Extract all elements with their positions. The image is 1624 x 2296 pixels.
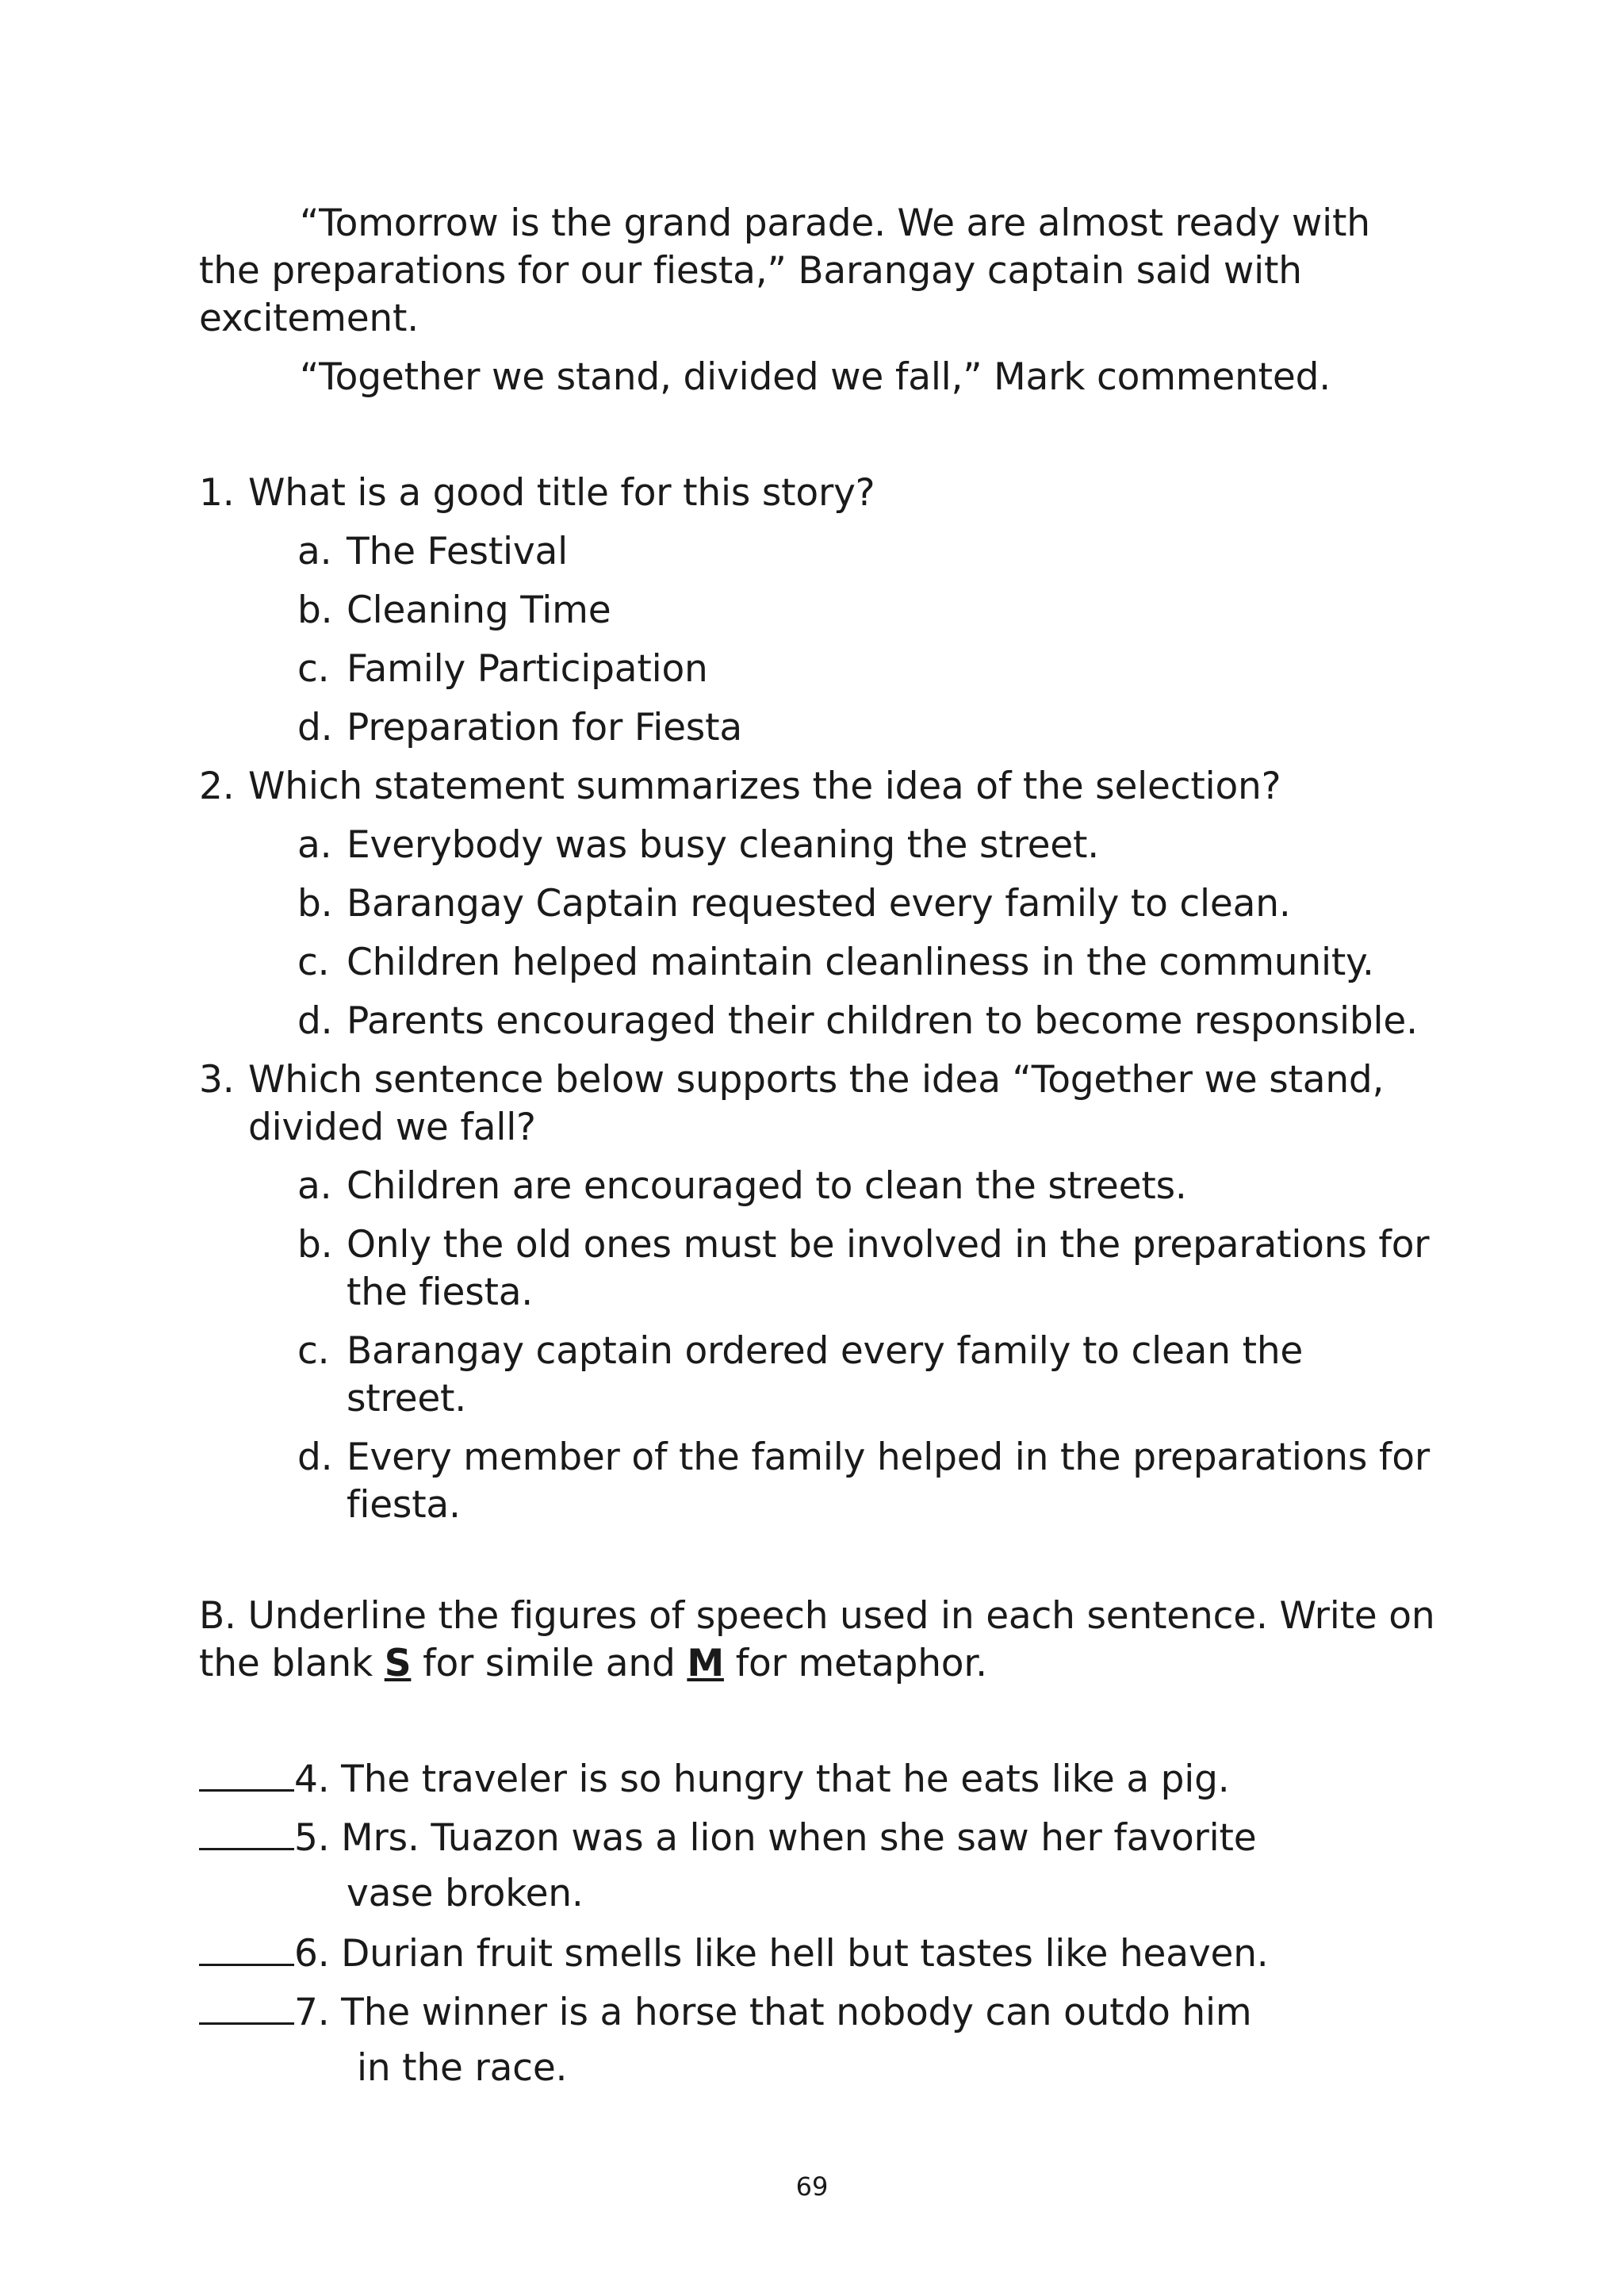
choice-text: Cleaning Time: [347, 588, 611, 632]
section-b-instruction: [199, 1640, 987, 1688]
item-text: vase broken.: [347, 1872, 584, 1915]
choice-letter: c.: [297, 647, 330, 691]
question-number: 2.: [199, 765, 235, 808]
choice-letter: b.: [297, 1223, 333, 1267]
question-text: Which sentence below supports the idea “Together we stand,: [248, 1058, 1385, 1102]
answer-blank[interactable]: [199, 1754, 294, 1792]
choice-letter: d.: [297, 999, 333, 1043]
simile-letter: S: [384, 1642, 412, 1685]
instruction-text: the blank: [199, 1642, 385, 1685]
item-row: [199, 1987, 1251, 2037]
item-text: 6. Durian fruit smells like hell but tastes like heaven.: [294, 1932, 1269, 1976]
choice-letter: a.: [297, 1164, 332, 1208]
story-line: the preparations for our fiesta,” Barangay captain said with: [199, 249, 1302, 293]
choice-letter: a.: [297, 823, 332, 867]
choice-text: Everybody was busy cleaning the street.: [347, 823, 1099, 867]
choice-text: Children are encouraged to clean the streets.: [347, 1164, 1187, 1208]
choice-text: Family Participation: [347, 647, 708, 691]
answer-blank[interactable]: [199, 1813, 294, 1850]
question-text: divided we fall?: [248, 1106, 536, 1149]
item-text: 5. Mrs. Tuazon was a lion when she saw her favorite: [294, 1816, 1257, 1860]
choice-text: Barangay Captain requested every family to clean.: [347, 882, 1291, 926]
item-row: [199, 1813, 1256, 1862]
choice-text: Preparation for Fiesta: [347, 706, 742, 749]
answer-blank[interactable]: [199, 1929, 294, 1966]
question-text: What is a good title for this story?: [248, 471, 875, 515]
choice-letter: b.: [297, 882, 333, 926]
question-number: 3.: [199, 1058, 235, 1102]
answer-blank[interactable]: [199, 1987, 294, 2025]
item-text: 7. The winner is a horse that nobody can outdo him: [294, 1991, 1252, 2034]
choice-text: Parents encouraged their children to become responsible.: [347, 999, 1418, 1043]
question-text: Which statement summarizes the idea of the selection?: [248, 765, 1281, 808]
metaphor-letter: M: [687, 1642, 724, 1685]
choice-letter: c.: [297, 1329, 330, 1373]
item-text: 4. The traveler is so hungry that he eats like a pig.: [294, 1757, 1230, 1801]
choice-letter: b.: [297, 588, 333, 632]
question-number: 1.: [199, 471, 235, 515]
item-text: in the race.: [357, 2046, 568, 2090]
choice-text: Barangay captain ordered every family to clean the: [347, 1329, 1304, 1373]
choice-letter: a.: [297, 530, 332, 573]
choice-letter: c.: [297, 941, 330, 984]
page-number: 69: [795, 2171, 829, 2202]
choice-text: Children helped maintain cleanliness in the community.: [347, 941, 1374, 984]
choice-letter: d.: [297, 706, 333, 749]
choice-text: Only the old ones must be involved in the preparations for: [347, 1223, 1430, 1267]
story-line: excitement.: [199, 297, 419, 340]
choice-text: street.: [347, 1377, 467, 1420]
section-b-instruction: B. Underline the figures of speech used in each sentence. Write on: [199, 1594, 1435, 1638]
item-row: [199, 1929, 1269, 1978]
story-line: “Together we stand, divided we fall,” Mark commented.: [300, 355, 1331, 399]
choice-text: the fiesta.: [347, 1271, 534, 1314]
item-row: [199, 1754, 1230, 1803]
instruction-text: for metaphor.: [723, 1642, 987, 1685]
instruction-text: for simile and: [411, 1642, 688, 1685]
choice-text: The Festival: [347, 530, 568, 573]
story-line: “Tomorrow is the grand parade. We are almost ready with: [300, 201, 1370, 245]
choice-text: Every member of the family helped in the preparations for: [347, 1435, 1430, 1479]
choice-text: fiesta.: [347, 1483, 461, 1527]
choice-letter: d.: [297, 1435, 333, 1479]
